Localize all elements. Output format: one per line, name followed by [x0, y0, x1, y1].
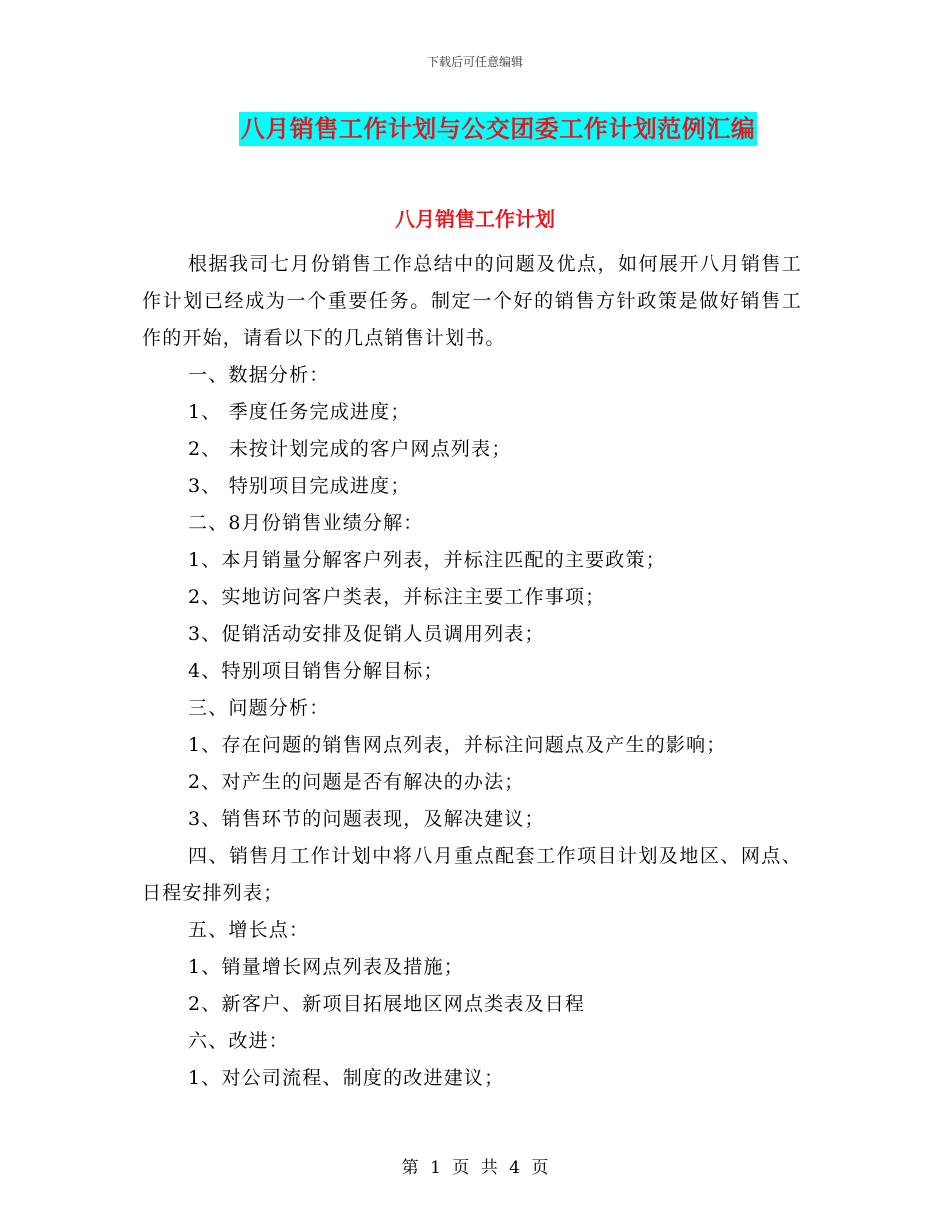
list-item: 1、本月销量分解客户列表，并标注匹配的主要政策；: [188, 549, 666, 571]
document-body: [142, 246, 802, 1097]
list-item: 1、销量增长网点列表及措施；: [188, 956, 464, 978]
list-item: 二、8月份销售业绩分解：: [188, 512, 424, 534]
main-title-container: [0, 112, 950, 146]
list-item: 一、数据分析：: [188, 364, 330, 386]
page-footer: 第 1 页 共 4 页: [401, 1158, 549, 1178]
list-item: 五、增长点：: [188, 919, 310, 941]
intro-paragraph: 根据我司七月份销售工作总结中的问题及优点，如何展开八月销售工作计划已经成为一个重要任务。制定一个好的销售方针政策是做好销售工作的开始，请看以下的几点销售计划书。: [142, 253, 802, 349]
list-item: 2、对产生的问题是否有解决的办法；: [188, 771, 525, 793]
list-item: 六、改进：: [188, 1030, 290, 1052]
main-title: 八月销售工作计划与公交团委工作计划范例汇编: [239, 112, 758, 146]
list-item: 2、新客户、新项目拓展地区网点类表及日程: [188, 993, 586, 1015]
section-four-paragraph: 四、销售月工作计划中将八月重点配套工作项目计划及地区、网点、日程安排列表；: [142, 845, 802, 904]
list-item: 三、问题分析：: [188, 697, 330, 719]
list-item: 2、 未按计划完成的客户网点列表；: [188, 438, 512, 460]
list-item: 3、销售环节的问题表现，及解决建议；: [188, 808, 545, 830]
list-item: 2、实地访问客户类表，并标注主要工作事项；: [188, 586, 606, 608]
header-note: 下载后可任意编辑: [426, 55, 523, 69]
section-title: 八月销售工作计划: [395, 207, 555, 231]
list-item: 1、 季度任务完成进度；: [188, 401, 411, 423]
list-item: 3、促销活动安排及促销人员调用列表；: [188, 623, 545, 645]
list-item: 1、对公司流程、制度的改进建议；: [188, 1067, 505, 1089]
list-item: 4、特别项目销售分解目标；: [188, 660, 444, 682]
list-item: 1、存在问题的销售网点列表，并标注问题点及产生的影响；: [188, 734, 727, 756]
list-item: 3、 特别项目完成进度；: [188, 475, 411, 497]
